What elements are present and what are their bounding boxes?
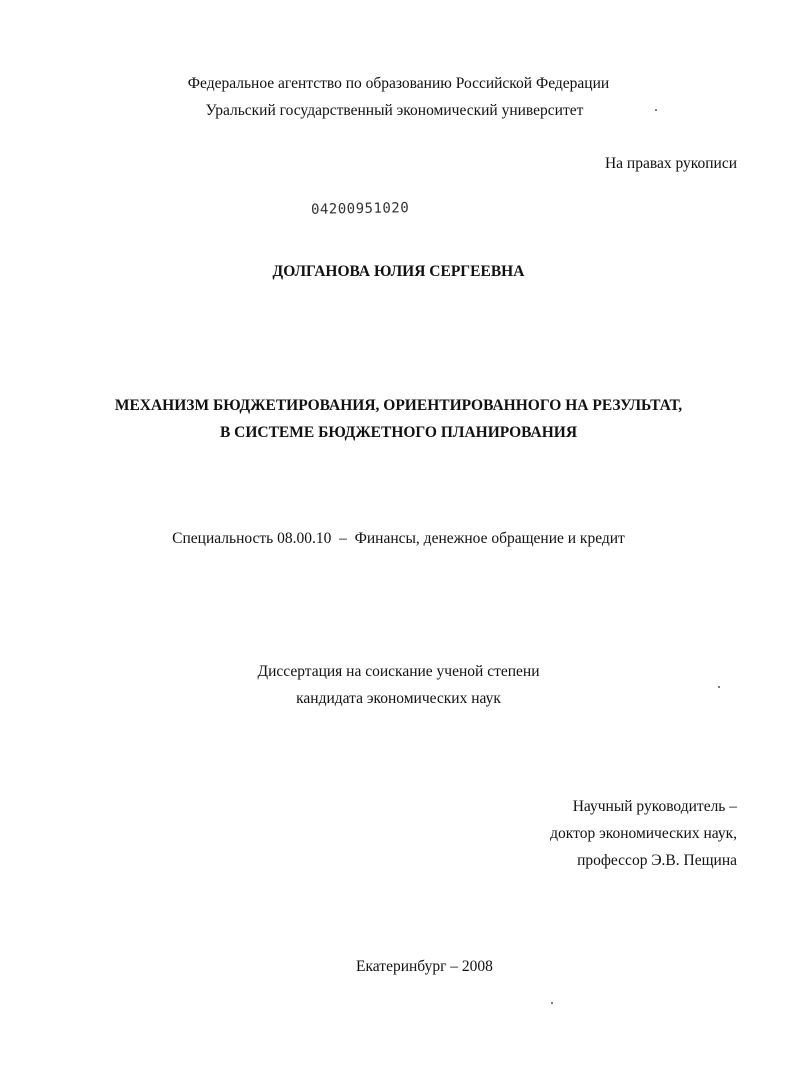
scan-speck	[551, 1002, 553, 1004]
supervisor-name: профессор Э.В. Пещина	[577, 852, 737, 869]
supervisor-degree: доктор экономических наук,	[550, 825, 737, 842]
university-name: Уральский государственный экономический университет	[205, 102, 584, 119]
dissertation-title-line-1: МЕХАНИЗМ БЮДЖЕТИРОВАНИЯ, ОРИЕНТИРОВАННОГО НА РЕЗУЛЬТАТ,	[114, 397, 683, 414]
specialty-name: Финансы, денежное обращение и кредит	[354, 530, 625, 547]
specialty-dash: –	[339, 530, 347, 547]
agency-name: Федеральное агентство по образованию Российской Федерации	[187, 75, 610, 92]
dissertation-degree-line-1: Диссертация на соискание ученой степени	[257, 663, 540, 680]
dissertation-title-line-2: В СИСТЕМЕ БЮДЖЕТНОГО ПЛАНИРОВАНИЯ	[219, 424, 578, 441]
city-year: Екатеринбург – 2008	[356, 958, 493, 975]
specialty	[0, 530, 797, 548]
archive-stamp-number: 04200951020	[310, 200, 410, 218]
dissertation-degree-line-2: кандидата экономических наук	[296, 690, 501, 707]
scan-speck	[718, 686, 720, 688]
supervisor-role: Научный руководитель –	[572, 798, 737, 815]
author-name: ДОЛГАНОВА ЮЛИЯ СЕРГЕЕВНА	[272, 263, 525, 280]
scan-speck	[655, 109, 657, 111]
rights-note: На правах рукописи	[604, 155, 737, 172]
specialty-code: Специальность 08.00.10	[172, 530, 332, 547]
